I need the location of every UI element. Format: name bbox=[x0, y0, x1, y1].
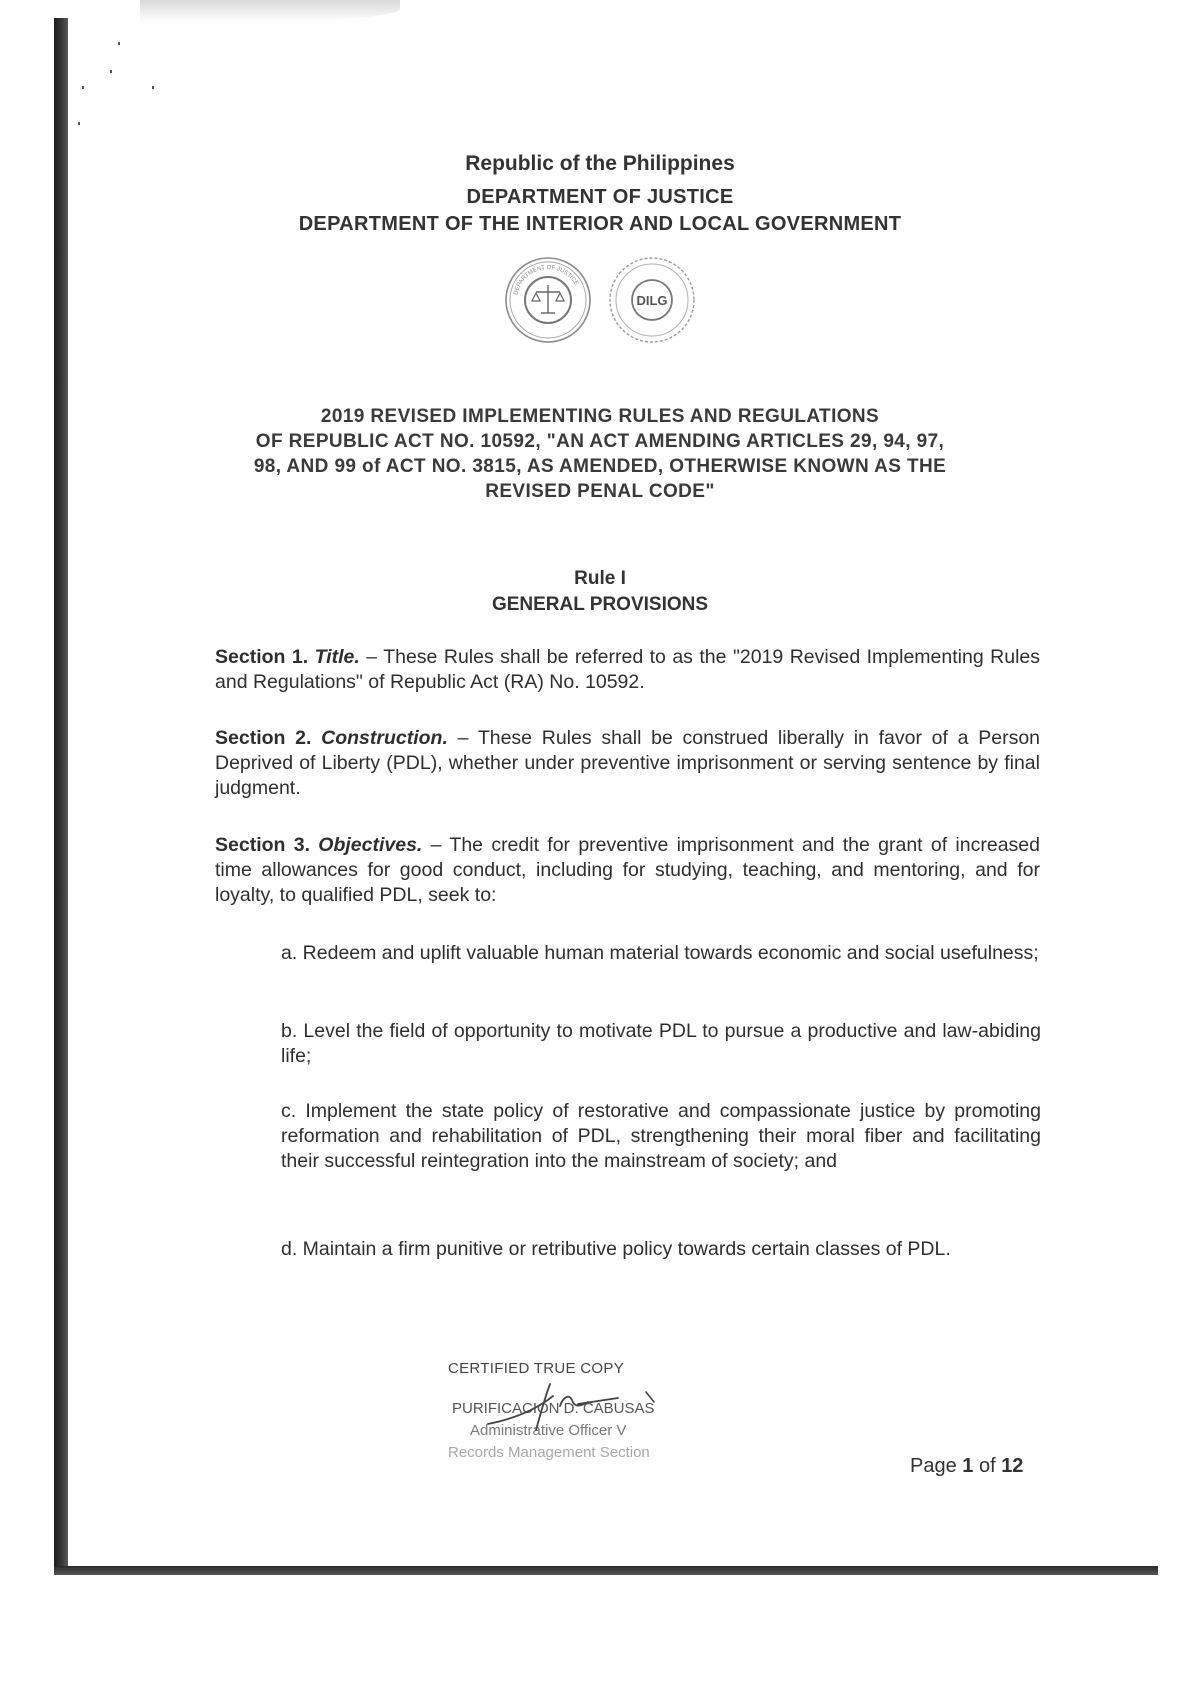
current-page: 1 bbox=[962, 1455, 974, 1477]
rule-number: Rule I bbox=[574, 568, 626, 589]
certifier-section: Records Management Section bbox=[448, 1444, 650, 1461]
section-text: These Rules shall be referred to as the "2019 Revised Implementing Rules and Regulations" of Republic Act (RA) No. 10592. bbox=[215, 646, 1040, 693]
objective-d: d. Maintain a firm punitive or retributive policy towards certain classes of PDL. bbox=[281, 1238, 951, 1260]
republic-line: Republic of the Philippines bbox=[465, 152, 735, 175]
section-number: Section 2. bbox=[215, 727, 312, 749]
section-number: Section 1. bbox=[215, 646, 309, 668]
agency-seals bbox=[0, 255, 1200, 345]
section-title: Construction. bbox=[321, 727, 448, 749]
section-dash: – bbox=[359, 646, 384, 668]
section-number: Section 3. bbox=[215, 834, 310, 856]
section-text: The credit for preventive imprisonment and the grant of increased time allowances for good conduct, including for studying, teaching, and mentoring, and for loyalty, to qualified PDL, seek to: bbox=[215, 834, 1040, 906]
scan-border-bottom bbox=[54, 1566, 1158, 1575]
doj-seal-icon bbox=[503, 255, 593, 345]
certifier-name: PURIFICACION D. CABUSAS bbox=[452, 1400, 655, 1417]
section-text: These Rules shall be construed liberally in favor of a Person Deprived of Liberty (PDL), whether under preventive imprisonment or serving sentence by final judgment. bbox=[215, 727, 1041, 799]
section-title: Title. bbox=[314, 646, 360, 668]
certifier-position: Administrative Officer V bbox=[470, 1422, 627, 1439]
section-2 bbox=[215, 726, 1040, 801]
section-title: Objectives. bbox=[318, 834, 423, 856]
section-3 bbox=[215, 833, 1040, 908]
svg-text:DEPARTMENT OF JUSTICE: DEPARTMENT OF JUSTICE bbox=[513, 264, 579, 296]
scan-shadow bbox=[140, 0, 400, 22]
title-line: REVISED PENAL CODE" bbox=[485, 481, 715, 502]
title-line: 98, AND 99 of ACT NO. 3815, AS AMENDED, OTHERWISE KNOWN AS THE bbox=[253, 456, 947, 477]
objective-b: b. Level the field of opportunity to motivate PDL to pursue a productive and law-abiding life; bbox=[281, 1020, 1041, 1067]
title-line: OF REPUBLIC ACT NO. 10592, "AN ACT AMENDING ARTICLES 29, 94, 97, bbox=[255, 431, 945, 452]
scan-border-left bbox=[54, 18, 68, 1573]
section-dash: – bbox=[422, 834, 450, 856]
total-pages: 12 bbox=[1001, 1455, 1024, 1477]
objective-a: a. Redeem and uplift valuable human material towards economic and social usefulness; bbox=[281, 942, 1039, 964]
title-line: 2019 REVISED IMPLEMENTING RULES AND REGULATIONS bbox=[320, 406, 880, 427]
signature-icon bbox=[478, 1378, 678, 1443]
document-title bbox=[200, 404, 1000, 504]
section-1 bbox=[215, 645, 1040, 695]
objective-c: c. Implement the state policy of restorative and compassionate justice by promoting reformation and rehabilitation of PDL, strengthening their moral fiber and facilitating their successful reintegration into the mainstream of society; and bbox=[281, 1100, 1041, 1172]
department-of-justice: DEPARTMENT OF JUSTICE bbox=[466, 186, 734, 208]
page-number: Page 1 of 12 bbox=[910, 1455, 1024, 1477]
department-of-interior: DEPARTMENT OF THE INTERIOR AND LOCAL GOVERNMENT bbox=[298, 213, 902, 235]
letterhead bbox=[0, 150, 1200, 238]
svg-text:DILG: DILG bbox=[636, 293, 668, 308]
section-dash: – bbox=[447, 727, 478, 749]
dilg-seal-icon bbox=[607, 255, 697, 345]
rule-heading bbox=[0, 566, 1200, 618]
stamp-label: CERTIFIED TRUE COPY bbox=[448, 1360, 625, 1377]
rule-name: GENERAL PROVISIONS bbox=[491, 594, 709, 615]
